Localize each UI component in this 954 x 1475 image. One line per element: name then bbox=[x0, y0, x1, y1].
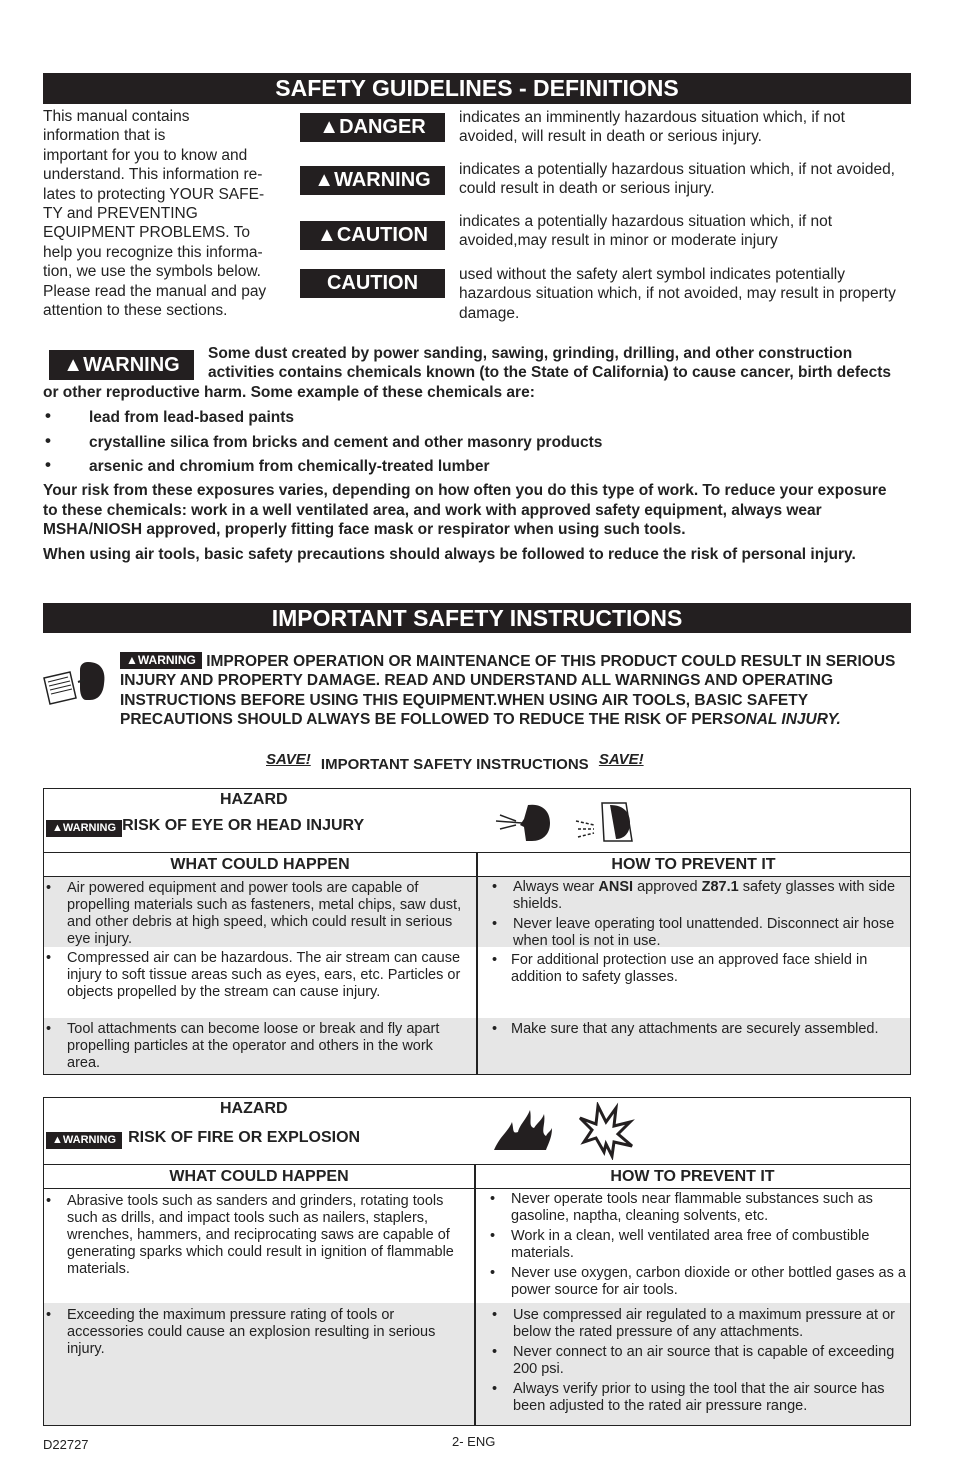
list-item: • crystalline silica from bricks and cement and other masonry products bbox=[45, 430, 603, 451]
chemicals-list bbox=[43, 408, 903, 476]
alert-triangle-icon: ▲ bbox=[319, 116, 340, 138]
hazard-heading: HAZARD bbox=[220, 1100, 288, 1117]
instructions-warning: ▲WARNING IMPROPER OPERATION OR MAINTENANCE OF THIS PRODUCT COULD RESULT IN SERIOUS INJURY AND PROPERTY DAMAGE. READ AND UNDERSTAND ALL WARNINGS AND OPERATING INSTRUCTIONS BEFORE USING THIS EQUIPMENT.WHEN USING AIR TOOLS, BASIC SAFETY PRECAUTIONS SHOULD ALWAYS BE FOLLOWED TO REDUCE THE RISK OF PERSONAL INJURY. bbox=[120, 653, 896, 729]
section-title-definitions: SAFETY GUIDELINES - DEFINITIONS bbox=[43, 73, 911, 104]
column-what-could-happen: WHAT COULD HAPPEN bbox=[44, 853, 478, 876]
hazard-heading: HAZARD bbox=[220, 791, 288, 808]
alert-triangle-icon: ▲ bbox=[52, 1134, 63, 1146]
intro-line: EQUIPMENT PROBLEMS. To bbox=[43, 224, 251, 242]
table-row: • Tool attachments can become loose or break and fly apart propelling particles at the operator and others in the work area. • Make sure that any attachments are securely assembled. bbox=[44, 1018, 910, 1074]
danger-definition: indicates an imminently hazardous situation which, if not avoided, will result in death or serious injury. bbox=[459, 109, 845, 146]
intro-line: TY and PREVENTING bbox=[43, 205, 198, 223]
list-item: • lead from lead-based paints bbox=[45, 406, 294, 427]
save-instructions-line bbox=[266, 751, 644, 773]
page-number: 2- ENG bbox=[452, 1434, 496, 1449]
save-label-right: SAVE! bbox=[598, 751, 644, 768]
column-how-to-prevent: HOW TO PREVENT IT bbox=[611, 856, 776, 873]
document-number: D22727 bbox=[43, 1437, 89, 1452]
intro-line: understand. This information re- bbox=[43, 166, 263, 184]
intro-text bbox=[43, 107, 291, 320]
danger-label: ▲DANGER bbox=[300, 113, 445, 142]
caution-no-symbol-definition: used without the safety alert symbol indicates potentially hazardous situation which, if not avoided, may result in property damage. bbox=[459, 266, 896, 322]
intro-line: help you recognize this informa- bbox=[43, 243, 263, 261]
warning-label: ▲WARNING bbox=[300, 166, 445, 195]
table-row: • Abrasive tools such as sanders and grinders, rotating tools such as drills, and impact tools such as nailers, staplers, wrenches, hammers, and reciprocating saws are capable of generating sparks which could result in ignition of flammable materials. • Never operate tools near flammable substances such as gasoline, naptha, cleaning solvents, etc. • Work in a clean, well ventilated area free of combustible materials. • Never use oxygen, carbon dioxide or other bottled gases as a power source for air tools. bbox=[44, 1189, 910, 1303]
intro-line: lates to protecting YOUR SAFE- bbox=[43, 185, 265, 203]
intro-line: information that is bbox=[43, 127, 166, 145]
fire-explosion-icon bbox=[492, 1102, 642, 1160]
alert-triangle-icon: ▲ bbox=[126, 653, 138, 667]
hazard-table-fire bbox=[43, 1097, 911, 1426]
table-row: • Air powered equipment and power tools are capable of propelling materials such as fasteners, metal chips, saw dust, and other debris at high speed, which could result in serious eye injury. • Always wear ANSI approved Z87.1 safety glasses with side shields. • Never leave operating tool unattended. Disconnect air hose when tool is not in use. bbox=[44, 877, 910, 947]
warning-definition: indicates a potentially hazardous situation which, if not avoided, could result in death or serious injury. bbox=[459, 161, 895, 198]
warning-badge: ▲WARNING bbox=[120, 652, 202, 669]
intro-line: important for you to know and bbox=[43, 146, 248, 164]
alert-triangle-icon: ▲ bbox=[52, 822, 63, 834]
prop65-warning-label: ▲WARNING bbox=[49, 350, 194, 380]
alert-triangle-icon: ▲ bbox=[314, 169, 335, 191]
read-manual-icon bbox=[40, 658, 110, 706]
prop65-warning bbox=[43, 344, 903, 569]
alert-triangle-icon: ▲ bbox=[317, 224, 337, 246]
eye-injury-icon bbox=[494, 799, 644, 845]
save-label-left: SAVE! bbox=[266, 751, 311, 768]
alert-triangle-icon: ▲ bbox=[63, 354, 84, 376]
table-row: • Exceeding the maximum pressure rating of tools or accessories could cause an explosion resulting in serious injury. • Use compressed air regulated to a maximum pressure at or below the rated pressure of any attachments. • Never connect to an air source that is capable of exceeding 200 psi. • Always verify prior to using the tool that the air source has been adjusted to the rated air pressure range. bbox=[44, 1303, 910, 1425]
caution-label: ▲CAUTION bbox=[300, 221, 445, 250]
caution-definition: indicates a potentially hazardous situation which, if not avoided,may result in minor or moderate injury bbox=[459, 213, 833, 250]
warning-badge: ▲WARNING bbox=[46, 820, 122, 837]
list-item: • arsenic and chromium from chemically-treated lumber bbox=[45, 455, 490, 476]
intro-line: attention to these sections. bbox=[43, 302, 228, 320]
hazard-risk: ▲WARNING RISK OF FIRE OR EXPLOSION bbox=[46, 1129, 360, 1149]
intro-line: tion, we use the symbols below. bbox=[43, 263, 261, 281]
exposure-paragraph: Your risk from these exposures varies, depending on how often you do this type of work. To reduce your exposure to these chemicals: work in a well ventilated area, and work with approved safety equipment, always wear MSHA/NIOSH approved, properly fitting face mask or respirator when using such tools. bbox=[43, 482, 887, 539]
table-row: • Compressed air can be hazardous. The air stream can cause injury to soft tissue areas such as eyes, ears, etc. Particles or objects propelled by the stream can cause injury. • For additional protection use an approved face shield in addition to safety glasses. bbox=[44, 947, 910, 1018]
caution-no-symbol-label: CAUTION bbox=[300, 269, 445, 298]
prop65-intro: Some dust created by power sanding, sawing, grinding, drilling, and other construction activities contains chemicals known (to the State of California) to cause cancer, birth defects or other reproductive harm. Some example of these chemicals are: bbox=[43, 345, 892, 401]
save-text: IMPORTANT SAFETY INSTRUCTIONS bbox=[320, 756, 589, 773]
column-how-to-prevent: HOW TO PREVENT IT bbox=[610, 1168, 775, 1185]
intro-line: This manual contains bbox=[43, 108, 190, 125]
hazard-table-eye bbox=[43, 788, 911, 1075]
intro-line: Please read the manual and pay bbox=[43, 282, 267, 300]
section-title-instructions: IMPORTANT SAFETY INSTRUCTIONS bbox=[43, 603, 911, 633]
column-what-could-happen: WHAT COULD HAPPEN bbox=[44, 1165, 476, 1188]
warning-badge: ▲WARNING bbox=[46, 1132, 122, 1149]
air-tools-paragraph: When using air tools, basic safety precautions should always be followed to reduce the risk of personal injury. bbox=[43, 545, 856, 563]
hazard-risk: ▲WARNING RISK OF EYE OR HEAD INJURY bbox=[46, 817, 364, 837]
